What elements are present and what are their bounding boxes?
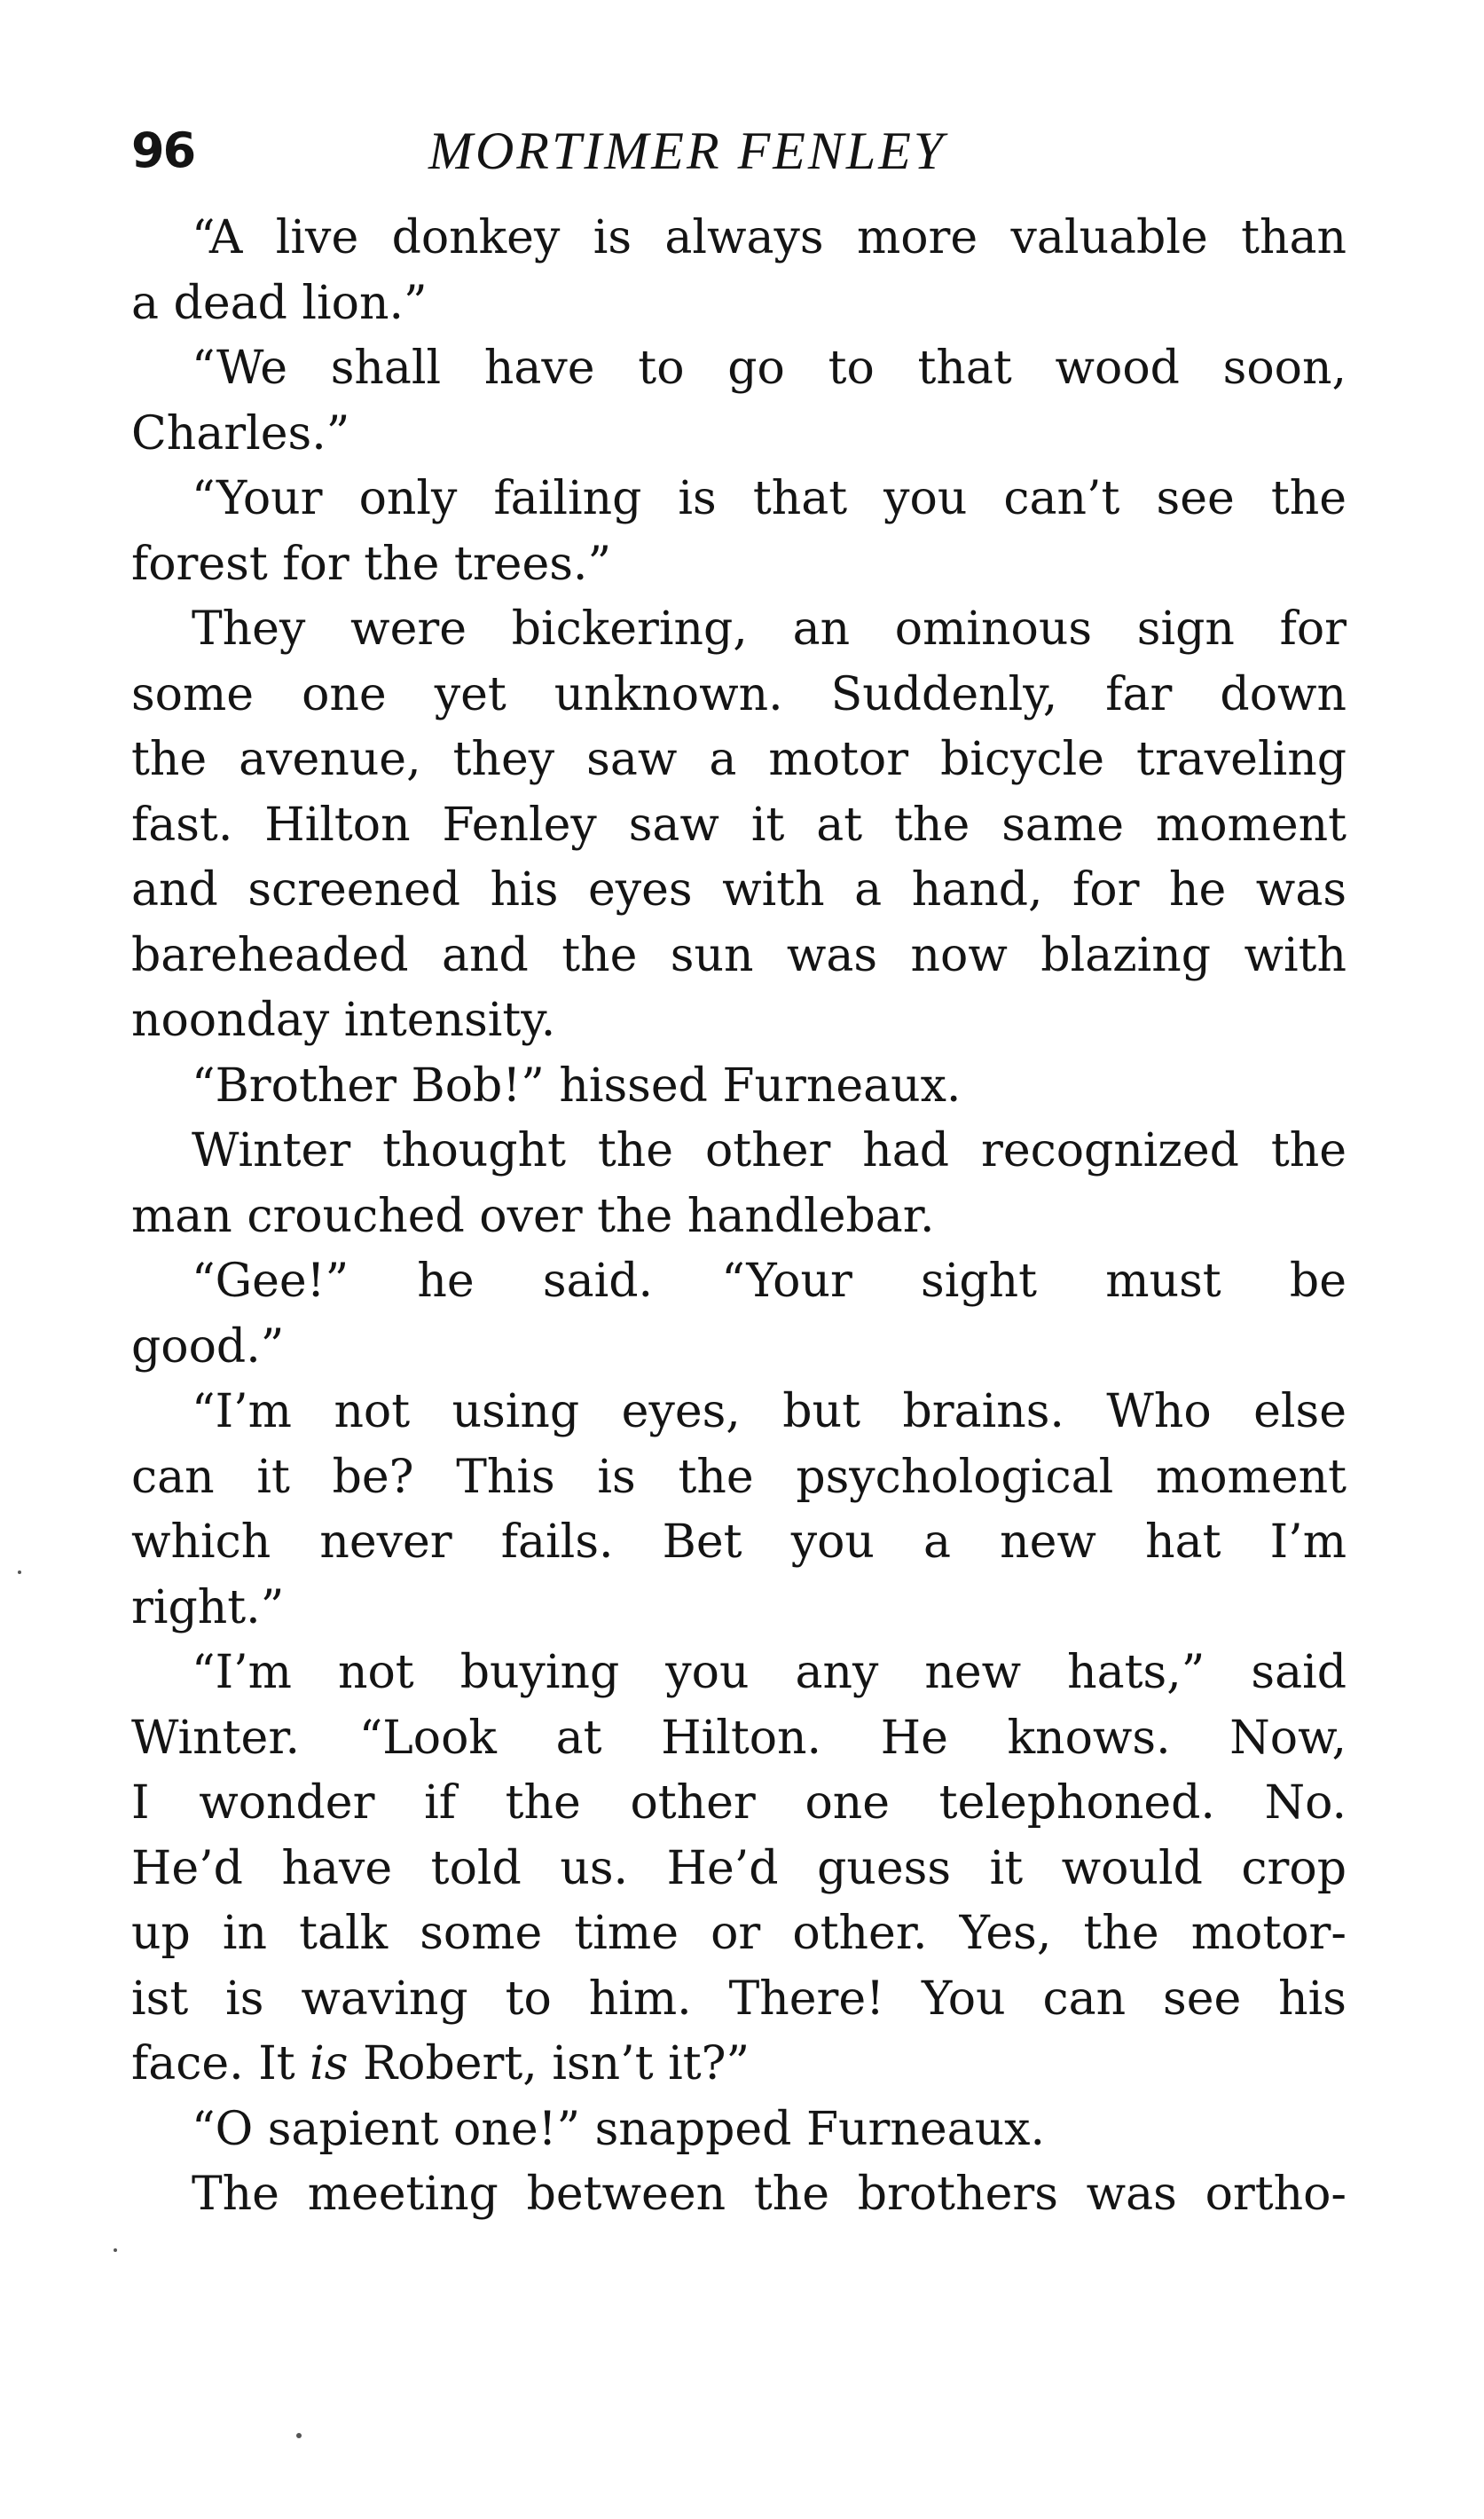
text-line: noonday intensity. xyxy=(131,994,556,1047)
print-speck xyxy=(18,1570,21,1574)
text-line: “I’m not using eyes, but brains. Who else xyxy=(192,1385,1347,1438)
text-line: The meeting between the brothers was ortho- xyxy=(192,2168,1347,2221)
text-line: good.” xyxy=(131,1319,285,1374)
page-header xyxy=(131,115,1347,186)
body-text xyxy=(131,206,1347,2228)
text-line: “Gee!” he said. “Your sight must be xyxy=(192,1255,1347,1308)
text-line: Winter. “Look at Hilton. He knows. Now, xyxy=(131,1711,1347,1765)
text-line: “We shall have to go to that wood soon, xyxy=(192,342,1347,395)
text-line: up in talk some time or other. Yes, the motor- xyxy=(131,1907,1347,1960)
text-line: ist is waving to him. There! You can see his xyxy=(131,1972,1347,2026)
running-head: MORTIMER FENLEY xyxy=(428,122,946,180)
text-line: They were bickering, an ominous sign for xyxy=(192,602,1347,656)
text-line: which never fails. Bet you a new hat I’m xyxy=(131,1515,1347,1569)
text-line: bareheaded and the sun was now blazing with xyxy=(131,928,1347,982)
text-line: the avenue, they saw a motor bicycle traveling xyxy=(131,733,1347,786)
text-line: can it be? This is the psychological moment xyxy=(131,1450,1347,1504)
text-line: Charles.” xyxy=(131,406,350,461)
text-line: “I’m not buying you any new hats,” said xyxy=(192,1646,1347,1699)
text-line: I wonder if the other one telephoned. No. xyxy=(131,1776,1347,1830)
text-line: “Brother Bob!” hissed Furneaux. xyxy=(192,1059,962,1113)
print-speck xyxy=(114,2248,117,2252)
text-line: man crouched over the handlebar. xyxy=(131,1189,935,1243)
page-number: 96 xyxy=(131,122,195,178)
text-line: Winter thought the other had recognized the xyxy=(192,1124,1347,1177)
text-line: He’d have told us. He’d guess it would crop xyxy=(131,1841,1347,1895)
emphasis: is xyxy=(310,2037,349,2090)
text-line: and screened his eyes with a hand, for he was xyxy=(131,863,1347,917)
print-speck xyxy=(296,2433,302,2438)
text-line: a dead lion.” xyxy=(131,276,428,330)
text-line: some one yet unknown. Suddenly, far down xyxy=(131,667,1347,721)
text-line: “O sapient one!” snapped Furneaux. xyxy=(192,2102,1045,2156)
text-line: “A live donkey is always more valuable than xyxy=(192,211,1347,264)
text-line: “Your only failing is that you can’t see the xyxy=(192,472,1347,525)
text-line: face. It is Robert, isn’t it?” xyxy=(131,2037,750,2090)
text-line: forest for the trees.” xyxy=(131,537,612,591)
text-line: fast. Hilton Fenley saw it at the same moment xyxy=(131,798,1347,852)
text-line: right.” xyxy=(131,1580,285,1634)
